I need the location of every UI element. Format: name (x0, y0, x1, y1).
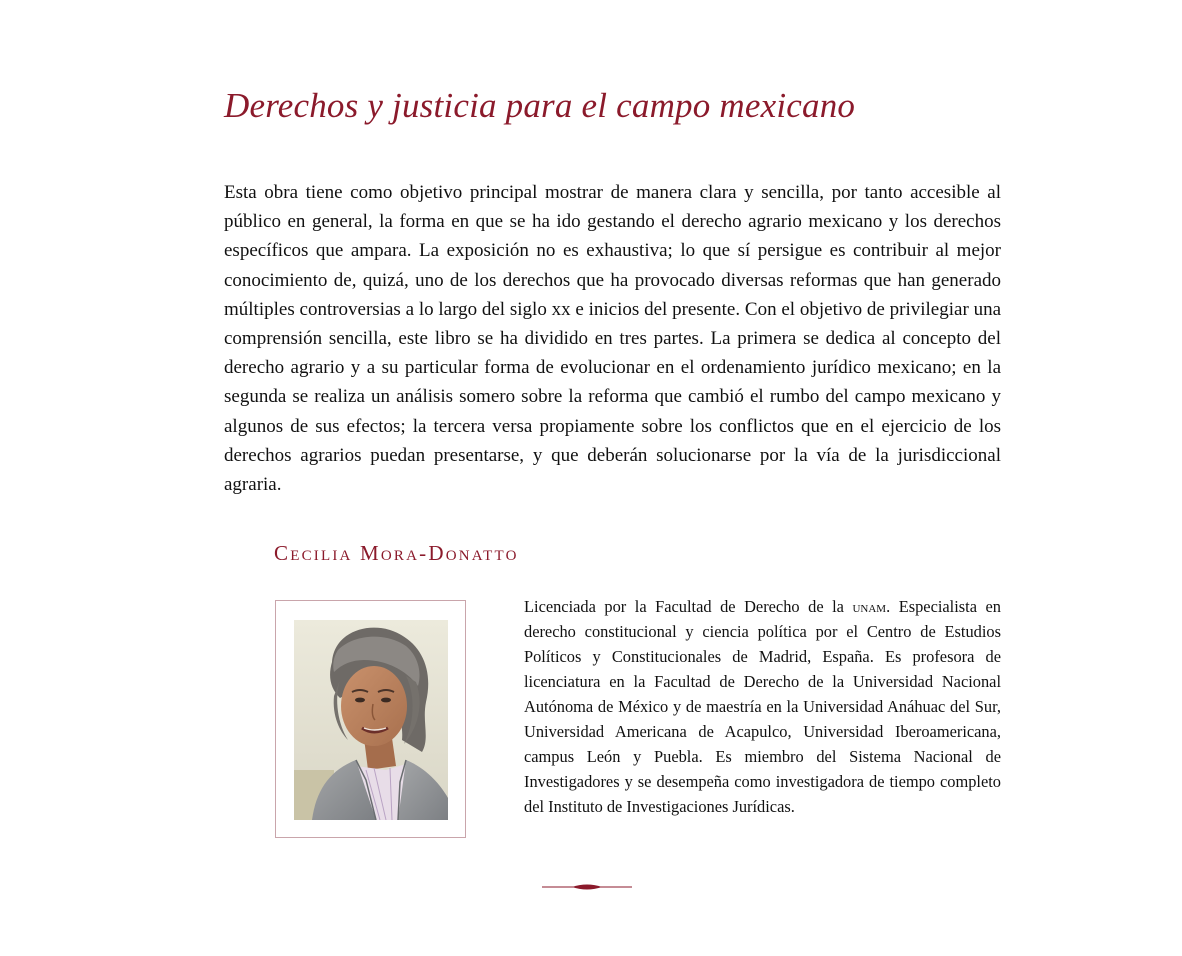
author-photo-frame (275, 600, 466, 838)
author-bio-abbr: unam (852, 597, 887, 616)
author-name: Cecilia Mora-Donatto (274, 541, 519, 565)
author-bio-part2: . Especialista en derecho constitucional y ciencia política por el Centro de Estudios Políticos y Constitucionales de Madrid, España. Es profesora de licenciatura en la Facultad de Derecho de la Universidad Nacional Autónoma de México y de maestría en la Universidad Anáhuac del Sur, Universidad Americana de Acapulco, Universidad Iberoamericana, campus León y Puebla. Es miembro del Sistema Nacional de Investigadores y se desempeña como investigadora de tiempo completo del Instituto de Investigaciones Jurídicas. (524, 597, 1001, 816)
page-title: Derechos y justicia para el campo mexicano (224, 86, 856, 125)
book-summary: Esta obra tiene como objetivo principal mostrar de manera clara y sencilla, por tanto accesible al público en general, la forma en que se ha ido gestando el derecho agrario mexicano y los derechos específicos que ampara. La exposición no es exhaustiva; lo que sí persigue es contribuir al mejor conocimiento de, quizá, uno de los derechos que ha provocado diversas reformas que han generado múltiples controversias a lo largo del siglo xx e inicios del presente. Con el objetivo de privilegiar una comprensión sencilla, este libro se ha dividido en tres partes. La primera se dedica al concepto del derecho agrario y a su particular forma de evolucionar en el ordenamiento jurídico mexicano; en la segunda se realiza un análisis somero sobre la reforma que cambió el rumbo del campo mexicano y algunos de sus efectos; la tercera versa propiamente sobre los conflictos que en el ejercicio de los derechos agrarios puedan presentarse, y que deberán solucionarse por la vía de la jurisdiccional agraria. (224, 182, 1001, 496)
author-bio-part1: Licenciada por la Facultad de Derecho de la (524, 597, 853, 616)
author-bio (524, 594, 1001, 819)
author-photo (294, 620, 448, 820)
divider-ornament-icon (542, 881, 632, 893)
